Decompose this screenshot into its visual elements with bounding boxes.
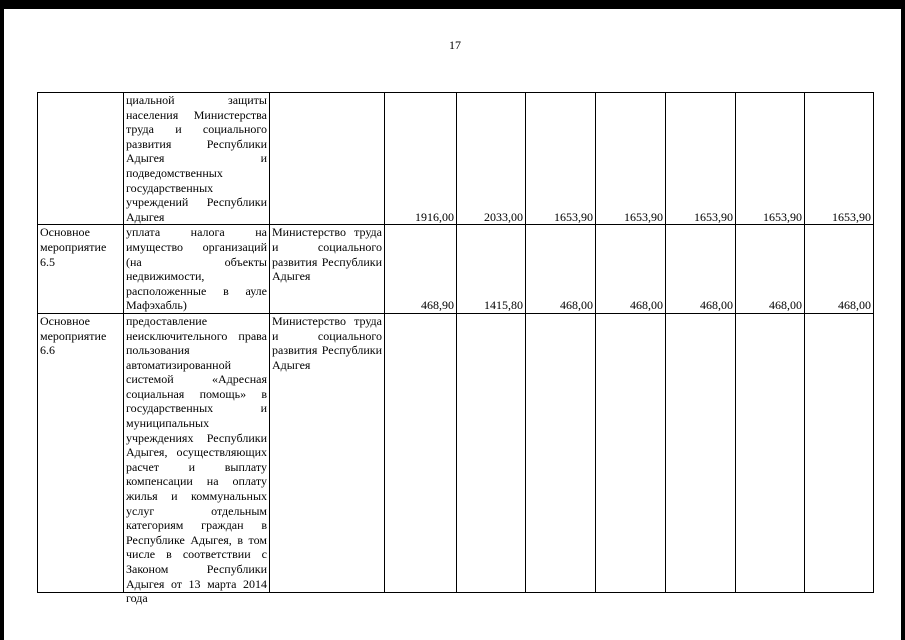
row-executor [270,93,385,225]
scan-right-border [901,0,905,640]
value-cell: 468,00 [596,225,666,314]
table-row [38,225,874,314]
value-cell: 468,90 [385,225,457,314]
value-cell: 1653,90 [526,93,596,225]
table-row [38,313,874,592]
value-cell: 468,00 [805,225,874,314]
row-event: предоставление неисключительного права пользования автоматизированной системой «Адресная социальная помощь» в государственных и муниципальных учреждениях Республики Адыгея, осуществляющих расчет и выплату компенсации на оплату жилья и коммунальных услуг отдельным категориям граждан в Республике Адыгея, в том числе в соответствии с Законом Республики Адыгея от 13 марта 2014 года [126,313,267,606]
row-event-cell [124,313,270,606]
value-cell [526,313,596,592]
value-cell: 468,00 [666,225,736,314]
value-cell: 1653,90 [596,93,666,225]
program-table [37,92,874,606]
row-event: уплата налога на имущество организаций (на объекты недвижимости, расположенные в ауле Мафэхабль) [124,225,270,314]
value-cell: 1653,90 [666,93,736,225]
row-event: циальной защиты населения Министерства труда и социального развития Республики Адыгея и подведомственных государственных учреждений Республики Адыгея [124,93,270,225]
scan-top-border [0,0,905,9]
value-cell [385,313,457,592]
row-code [38,93,124,225]
row-executor: Министерство труда и социального развития Республики Адыгея [270,225,385,314]
value-cell [596,313,666,592]
value-cell [805,313,874,592]
value-cell [457,313,526,592]
value-cell [666,313,736,592]
row-code: Основное мероприятие 6.6 [38,313,124,592]
value-cell: 1415,80 [457,225,526,314]
value-cell: 1653,90 [805,93,874,225]
page-number: 17 [449,38,461,52]
value-cell: 1653,90 [736,93,805,225]
row-executor: Министерство труда и социального развития Республики Адыгея [270,313,385,592]
scan-left-border [0,0,4,640]
value-cell: 1916,00 [385,93,457,225]
value-cell: 2033,00 [457,93,526,225]
value-cell: 468,00 [526,225,596,314]
table-row [38,93,874,225]
value-cell: 468,00 [736,225,805,314]
row-code: Основное мероприятие 6.5 [38,225,124,314]
value-cell [736,313,805,592]
